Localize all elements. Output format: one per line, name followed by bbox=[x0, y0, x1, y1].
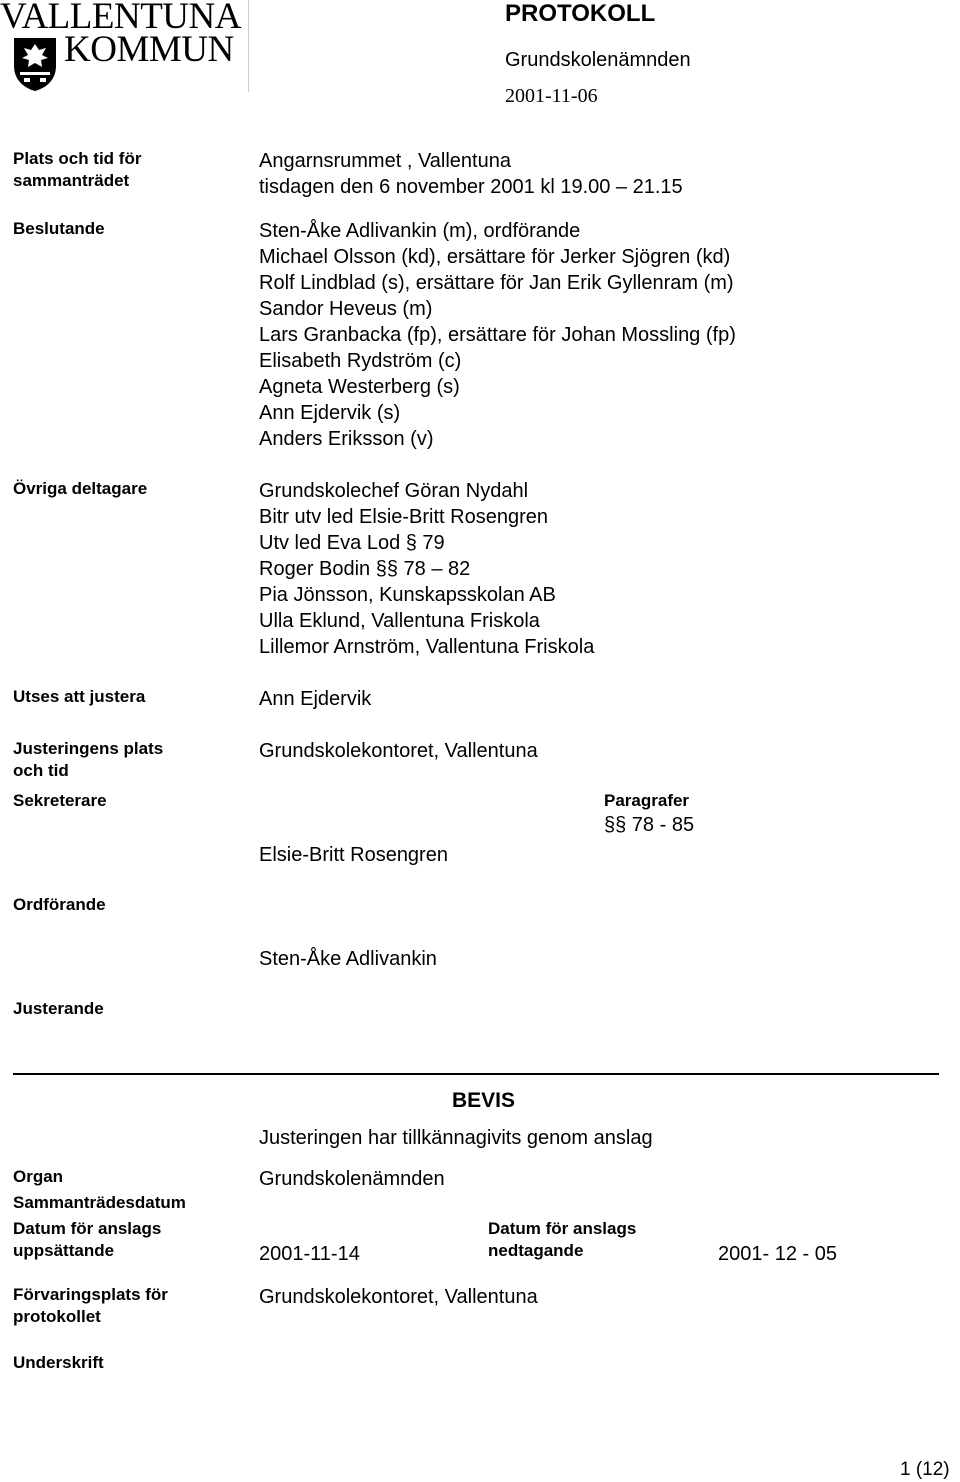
removed-date-label: Datum för anslags nedtagande bbox=[488, 1219, 637, 1260]
protocol-date: 2001-11-06 bbox=[505, 85, 598, 107]
logo-text-line1: VALLENTUNA bbox=[0, 0, 241, 37]
organ-label: Organ bbox=[13, 1167, 64, 1186]
list-item: Pia Jönsson, Kunskapsskolan AB bbox=[259, 584, 556, 606]
list-item: Ann Ejdervik (s) bbox=[259, 402, 401, 424]
decision-makers-list bbox=[259, 218, 736, 452]
storage-label: Förvaringsplats för protokollet bbox=[13, 1285, 168, 1326]
logo-divider bbox=[248, 0, 249, 92]
posted-date-label: Datum för anslags uppsättande bbox=[13, 1219, 162, 1260]
posted-date: 2001-11-14 bbox=[259, 1243, 360, 1265]
paragraphs-range: §§ 78 - 85 bbox=[604, 814, 695, 836]
secretary-name: Elsie-Britt Rosengren bbox=[259, 844, 448, 866]
other-participants-list bbox=[259, 478, 594, 660]
adjust-place: Grundskolekontoret, Vallentuna bbox=[259, 740, 538, 762]
section-divider bbox=[13, 1073, 939, 1075]
list-item: Agneta Westerberg (s) bbox=[259, 376, 460, 398]
adjuster-label: Utses att justera bbox=[13, 687, 146, 706]
paragraphs-label: Paragrafer bbox=[604, 791, 690, 810]
list-item: Michael Olsson (kd), ersättare för Jerker Sjögren (kd) bbox=[259, 246, 731, 268]
secretary-label: Sekreterare bbox=[13, 791, 107, 810]
signature-label: Underskrift bbox=[13, 1353, 104, 1372]
coat-of-arms-icon bbox=[12, 36, 58, 92]
list-item: Lillemor Arnström, Vallentuna Friskola bbox=[259, 636, 595, 658]
storage-place: Grundskolekontoret, Vallentuna bbox=[259, 1286, 538, 1308]
list-item: Anders Eriksson (v) bbox=[259, 428, 434, 450]
certificate-intro: Justeringen har tillkännagivits genom anslag bbox=[259, 1127, 653, 1149]
list-item: Sandor Heveus (m) bbox=[259, 298, 433, 320]
list-item: Elisabeth Rydström (c) bbox=[259, 350, 462, 372]
chair-label: Ordförande bbox=[13, 895, 106, 914]
list-item: Ulla Eklund, Vallentuna Friskola bbox=[259, 610, 540, 632]
certificate-title: BEVIS bbox=[452, 1089, 516, 1112]
adjuster-name: Ann Ejdervik bbox=[259, 688, 372, 710]
adjust-place-label: Justeringens plats och tid bbox=[13, 739, 164, 780]
organ-value: Grundskolenämnden bbox=[259, 1168, 445, 1190]
board-name: Grundskolenämnden bbox=[505, 49, 691, 71]
list-item: Sten-Åke Adlivankin (m), ordförande bbox=[259, 220, 581, 242]
page-number: 1 (12) bbox=[900, 1459, 950, 1480]
other-participants-label: Övriga deltagare bbox=[13, 479, 148, 498]
list-item: Rolf Lindblad (s), ersättare för Jan Erik Gyllenram (m) bbox=[259, 272, 734, 294]
list-item: Utv led Eva Lod § 79 bbox=[259, 532, 445, 554]
meeting-place: Angarnsrummet , Vallentuna bbox=[259, 150, 511, 172]
meeting-date-label: Sammanträdesdatum bbox=[13, 1193, 186, 1212]
removed-date: 2001- 12 - 05 bbox=[718, 1243, 837, 1265]
decision-makers-label: Beslutande bbox=[13, 219, 105, 238]
logo-text-line2: KOMMUN bbox=[64, 29, 234, 70]
municipality-logo bbox=[0, 0, 250, 95]
meeting-time: tisdagen den 6 november 2001 kl 19.00 – 21.15 bbox=[259, 176, 683, 198]
document-type: PROTOKOLL bbox=[505, 0, 656, 27]
adjusting-label: Justerande bbox=[13, 999, 104, 1018]
list-item: Grundskolechef Göran Nydahl bbox=[259, 480, 529, 502]
list-item: Lars Granbacka (fp), ersättare för Johan Mossling (fp) bbox=[259, 324, 736, 346]
chair-name: Sten-Åke Adlivankin bbox=[259, 948, 437, 970]
place-time-label: Plats och tid för sammanträdet bbox=[13, 149, 142, 190]
list-item: Bitr utv led Elsie-Britt Rosengren bbox=[259, 506, 549, 528]
list-item: Roger Bodin §§ 78 – 82 bbox=[259, 558, 471, 580]
